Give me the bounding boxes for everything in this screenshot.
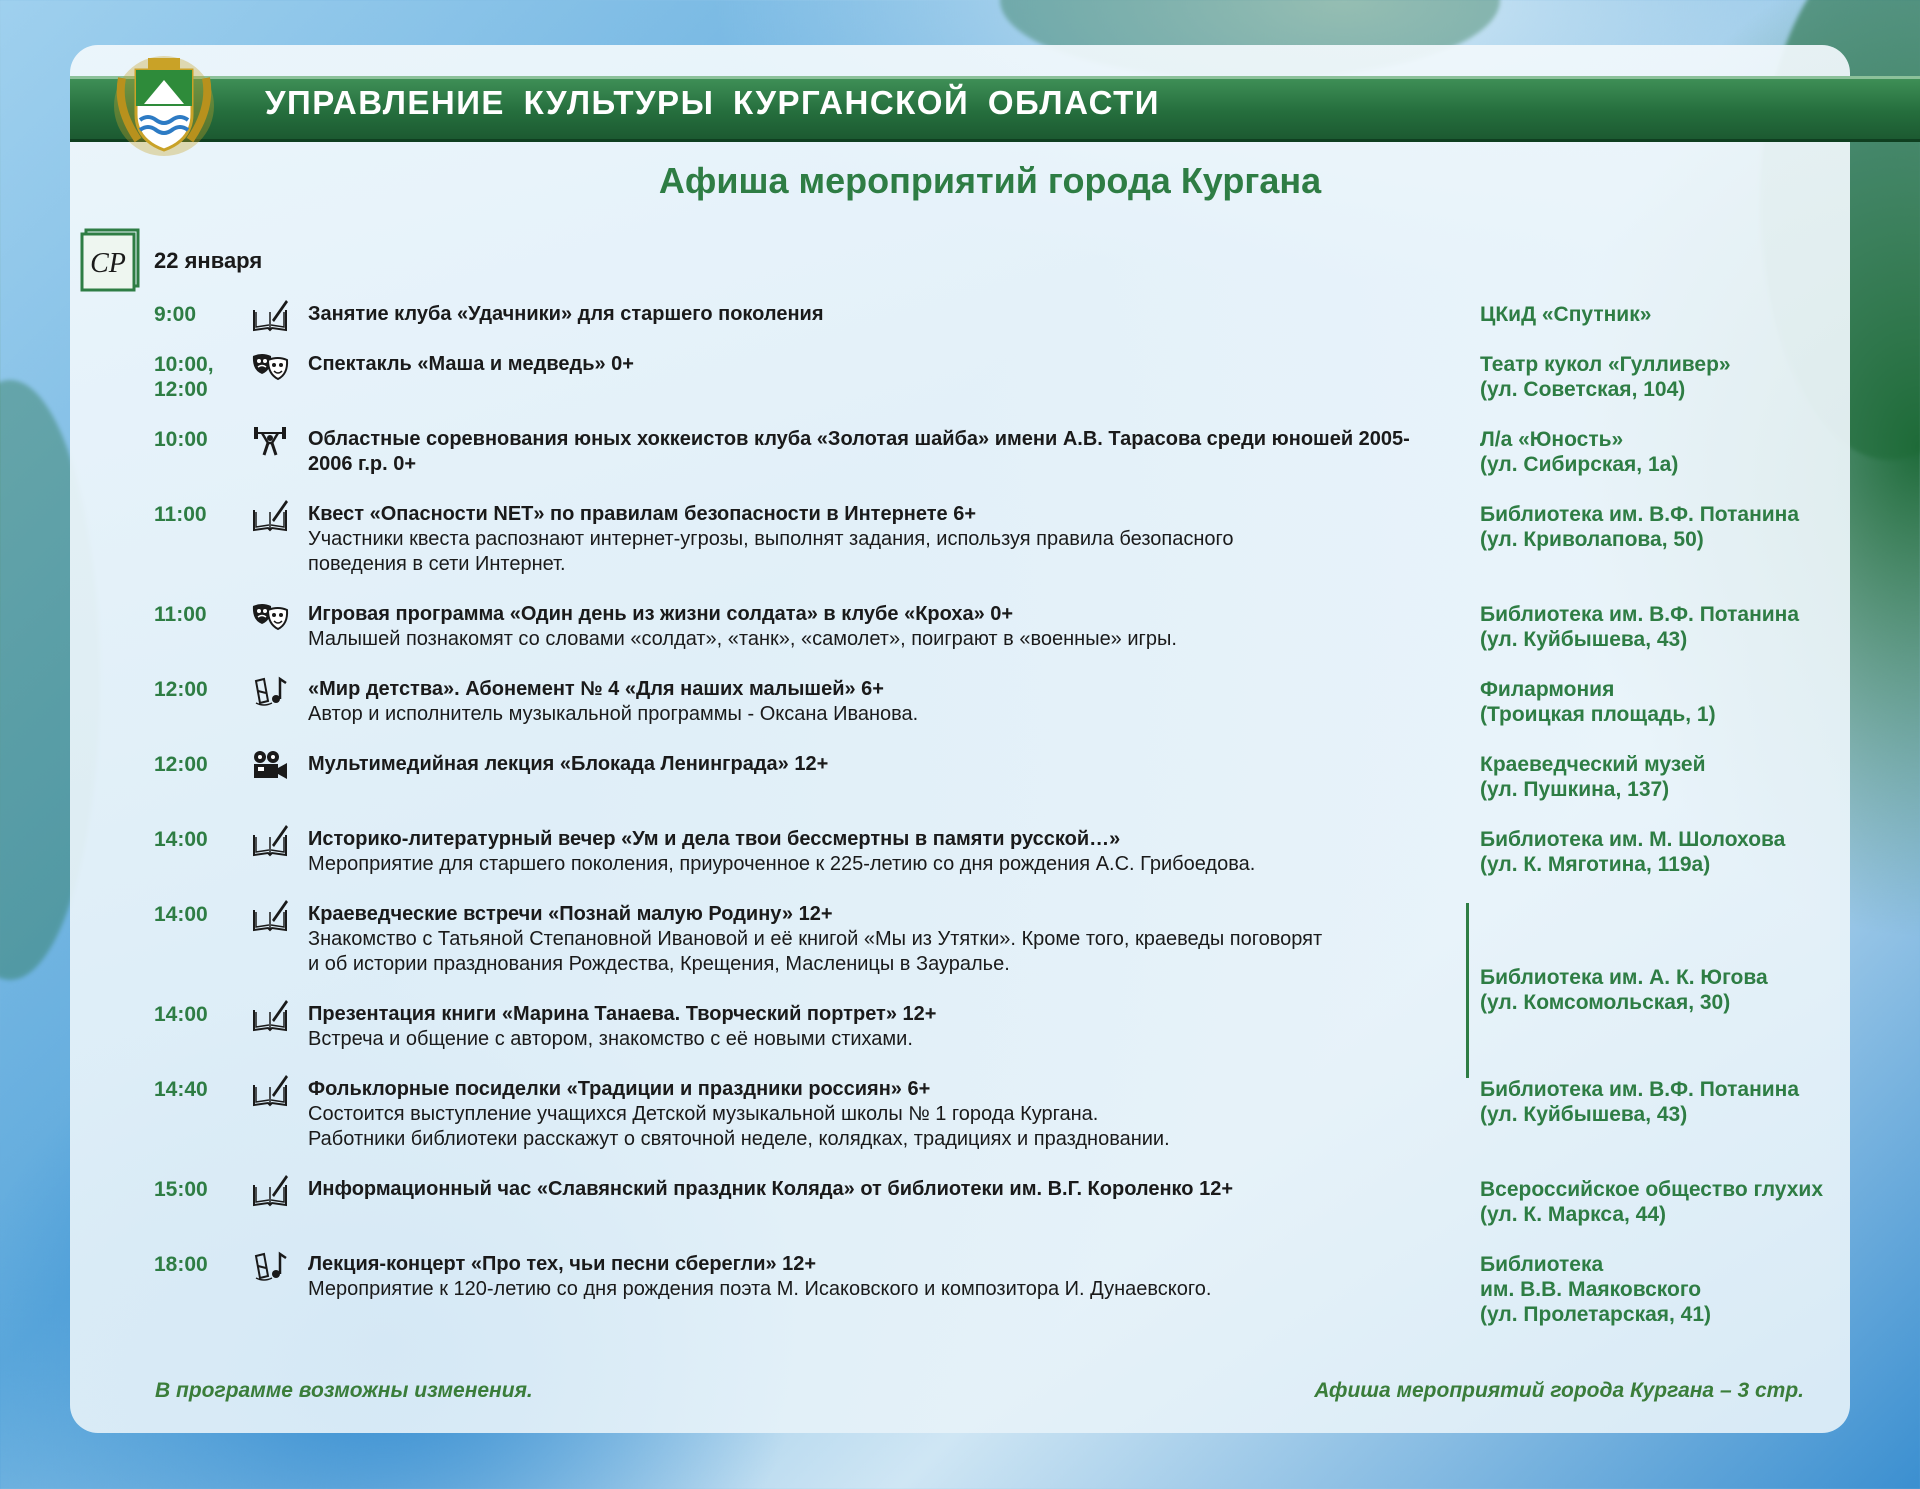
event-text — [308, 902, 1428, 977]
footer-page-label: Афиша мероприятий города Кургана – 3 стр. — [1314, 1379, 1804, 1402]
event-time: 14:00 — [154, 1003, 208, 1026]
event-time: 15:00 — [154, 1178, 208, 1201]
event-title: Спектакль «Маша и медведь» 0+ — [308, 353, 634, 375]
music-note-icon — [250, 1248, 290, 1284]
event-text — [308, 302, 1428, 327]
music-note-icon — [250, 673, 290, 709]
event-title: Квест «Опасности NET» по правилам безопасности в Интернете 6+ — [308, 503, 977, 525]
event-venue — [1480, 1077, 1900, 1127]
event-title: «Мир детства». Абонемент № 4 «Для наших малышей» 6+ — [308, 678, 884, 700]
book-pen-icon — [250, 1173, 290, 1209]
event-text — [308, 602, 1428, 652]
event-title: Презентация книги «Марина Танаева. Творческий портрет» 12+ — [308, 1003, 937, 1025]
event-description: и об истории празднования Рождества, Крещения, Масленицы в Зауралье. — [308, 953, 1010, 975]
shared-place-bracket — [1466, 903, 1469, 1078]
event-venue-line: (ул. Советская, 104) — [1480, 378, 1686, 401]
theater-masks-icon — [250, 348, 290, 384]
event-time: 10:00 — [154, 428, 208, 451]
book-pen-icon — [250, 498, 290, 534]
event-time: 9:00 — [154, 303, 197, 326]
event-description: поведения в сети Интернет. — [308, 553, 566, 575]
event-venue-line: (ул. Пушкина, 137) — [1480, 778, 1670, 801]
event-text — [308, 427, 1428, 477]
event-venue-line: (ул. К. Мяготина, 119а) — [1480, 853, 1711, 876]
event-text — [308, 352, 1428, 377]
event-venue — [1480, 302, 1900, 327]
event-description: Автор и исполнитель музыкальной программы - Оксана Иванова. — [308, 703, 919, 725]
book-pen-icon — [250, 823, 290, 859]
event-description: Встреча и общение с автором, знакомство с её новыми стихами. — [308, 1028, 913, 1050]
book-pen-icon — [250, 998, 290, 1034]
event-description: Знакомство с Татьяной Степановной Ивановой и её книгой «Мы из Утятки». Кроме того, краеведы поговорят — [308, 928, 1323, 950]
book-pen-icon — [250, 298, 290, 334]
shared-place-line: (ул. Комсомольская, 30) — [1480, 991, 1731, 1014]
event-venue-line: (ул. К. Маркса, 44) — [1480, 1203, 1667, 1226]
event-venue — [1480, 427, 1900, 477]
event-time: 18:00 — [154, 1253, 208, 1276]
event-venue-line: Библиотека им. В.Ф. Потанина — [1480, 603, 1800, 626]
event-venue — [1480, 1177, 1900, 1227]
event-venue-line: (ул. Криволапова, 50) — [1480, 528, 1704, 551]
coat-of-arms-icon — [108, 48, 220, 160]
event-venue — [1480, 677, 1900, 727]
calendar-day-icon — [80, 226, 144, 294]
event-time: 10:00, 12:00 — [154, 353, 214, 401]
event-venue-line: (ул. Пролетарская, 41) — [1480, 1303, 1712, 1326]
weightlifter-icon — [250, 423, 290, 459]
event-venue-line: им. В.В. Маяковского — [1480, 1278, 1702, 1301]
event-time: 12:00 — [154, 753, 208, 776]
event-title: Краеведческие встречи «Познай малую Родину» 12+ — [308, 903, 833, 925]
event-time: 12:00 — [154, 678, 208, 701]
movie-camera-icon — [250, 748, 290, 784]
event-venue — [1480, 352, 1900, 402]
event-text — [308, 1177, 1428, 1202]
event-venue — [1480, 602, 1900, 652]
event-venue-line: ЦКиД «Спутник» — [1480, 303, 1652, 326]
event-venue — [1480, 1252, 1900, 1327]
theater-masks-icon — [250, 598, 290, 634]
event-venue — [1480, 827, 1900, 877]
footer-note: В программе возможны изменения. — [155, 1379, 533, 1402]
event-description: Мероприятие для старшего поколения, приуроченное к 225-летию со дня рождения А.С. Грибоедова. — [308, 853, 1256, 875]
event-description: Участники квеста распознают интернет-угрозы, выполнят задания, используя правила безопасного — [308, 528, 1234, 550]
event-title: Лекция-концерт «Про тех, чьи песни сберегли» 12+ — [308, 1253, 817, 1275]
header-title: УПРАВЛЕНИЕ КУЛЬТУРЫ КУРГАНСКОЙ ОБЛАСТИ — [265, 84, 1160, 121]
event-venue-line: (ул. Куйбышева, 43) — [1480, 1103, 1688, 1126]
event-text — [308, 1077, 1428, 1152]
event-venue-line: Филармония — [1480, 678, 1615, 701]
shared-place-line: Библиотека им. А. К. Югова — [1480, 966, 1768, 989]
event-title: Мультимедийная лекция «Блокада Ленинграда» 12+ — [308, 753, 829, 775]
event-venue-line: (ул. Сибирская, 1а) — [1480, 453, 1679, 476]
event-time: 14:40 — [154, 1078, 208, 1101]
event-venue — [1480, 752, 1900, 802]
event-description: Состоится выступление учащихся Детской музыкальной школы № 1 города Кургана. — [308, 1103, 1099, 1125]
event-venue-line: Театр кукол «Гулливер» — [1480, 353, 1731, 376]
day-abbr: СР — [90, 248, 126, 279]
event-venue-line: (Троицкая площадь, 1) — [1480, 703, 1716, 726]
event-venue — [1480, 502, 1900, 552]
event-venue-line: Всероссийское общество глухих — [1480, 1178, 1824, 1201]
event-venue-line: Библиотека им. В.Ф. Потанина — [1480, 503, 1800, 526]
event-venue-line: (ул. Куйбышева, 43) — [1480, 628, 1688, 651]
event-description: Мероприятие к 120-летию со дня рождения поэта М. Исаковского и композитора И. Дунаевского. — [308, 1278, 1212, 1300]
event-description: Малышей познакомят со словами «солдат», «танк», «самолет», поиграют в «военные» игры. — [308, 628, 1177, 650]
event-time: 11:00 — [154, 603, 207, 626]
event-text — [308, 827, 1428, 877]
day-date: 22 января — [154, 248, 263, 273]
event-title: Занятие клуба «Удачники» для старшего поколения — [308, 303, 824, 325]
event-venue-line: Библиотека им. В.Ф. Потанина — [1480, 1078, 1800, 1101]
event-title: Фольклорные посиделки «Традиции и праздники россиян» 6+ — [308, 1078, 931, 1100]
event-description: Работники библиотеки расскажут о святочной неделе, колядках, традициях и праздновании. — [308, 1128, 1170, 1150]
event-venue-line: Л/а «Юность» — [1480, 428, 1624, 451]
event-time: 11:00 — [154, 503, 207, 526]
book-pen-icon — [250, 898, 290, 934]
event-venue-line: Библиотека им. М. Шолохова — [1480, 828, 1786, 851]
event-venue-line: Краеведческий музей — [1480, 753, 1706, 776]
event-title: Игровая программа «Один день из жизни солдата» в клубе «Кроха» 0+ — [308, 603, 1014, 625]
event-title: Областные соревнования юных хоккеистов клуба «Золотая шайба» имени А.В. Тарасова среди юношей 2005-2006 г.р. 0+ — [308, 428, 1410, 475]
event-text — [308, 1252, 1428, 1302]
event-text — [308, 677, 1428, 727]
event-time: 14:00 — [154, 903, 208, 926]
event-venue-line: Библиотека — [1480, 1253, 1604, 1276]
book-pen-icon — [250, 1073, 290, 1109]
shared-place — [1480, 965, 1900, 1015]
event-text — [308, 752, 1428, 777]
event-text — [308, 502, 1428, 577]
event-time: 14:00 — [154, 828, 208, 851]
event-text — [308, 1002, 1428, 1052]
event-title: Информационный час «Славянский праздник Коляда» от библиотеки им. В.Г. Короленко 12+ — [308, 1178, 1233, 1200]
page-title: Афиша мероприятий города Кургана — [658, 160, 1322, 201]
event-title: Историко-литературный вечер «Ум и дела твои бессмертны в памяти русской…» — [308, 828, 1121, 850]
